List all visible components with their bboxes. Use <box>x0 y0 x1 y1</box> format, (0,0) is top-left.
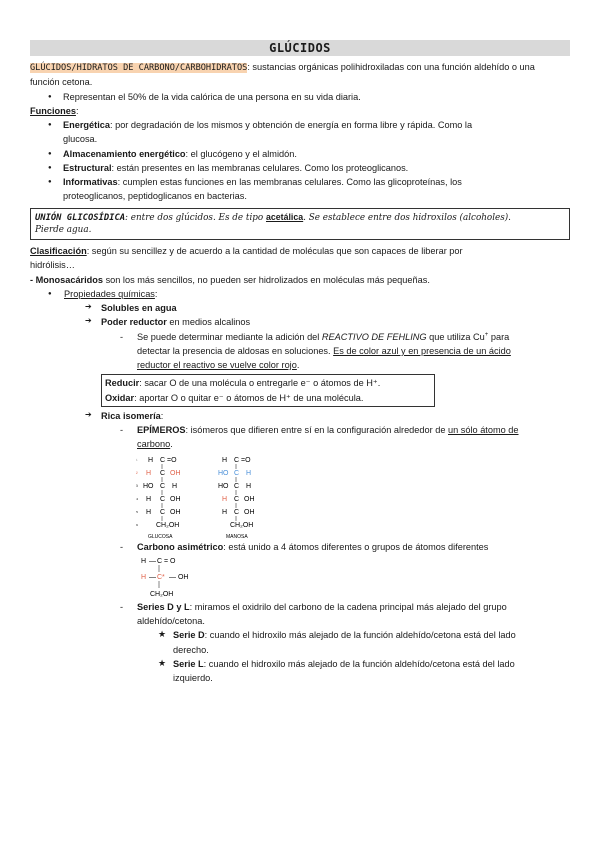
svg-text:CH₂OH: CH₂OH <box>150 590 174 598</box>
svg-text:C: C <box>160 495 166 503</box>
svg-text:C*: C* <box>157 573 165 581</box>
union-text-b: . Se establece entre dos hidroxilos (alcoholes). <box>303 212 511 223</box>
svg-text:C: C <box>234 495 240 503</box>
reducir-oxidar-box <box>101 374 435 407</box>
svg-text:H: H <box>146 495 152 503</box>
svg-text:⁵: ⁵ <box>136 509 139 516</box>
svg-text:H: H <box>246 482 252 490</box>
svg-text:C: C <box>160 508 166 516</box>
union-text-c: Pierde agua. <box>35 225 92 236</box>
epimeros-text: : isómeros que difieren entre sí en la configuración alrededor de <box>185 425 449 436</box>
reducir-text: : sacar O de una molécula o entregarle e⁻ o átomos de H⁺. <box>139 378 381 389</box>
intro-text: : sustancias orgánicas polihidroxiladas con una función aldehído o una <box>247 62 535 72</box>
series-term: Series D y L <box>137 601 190 612</box>
svg-text:⁶: ⁶ <box>136 522 139 529</box>
epimeros-term: EPÍMEROS <box>137 425 186 436</box>
poder-reductor-item <box>30 315 570 329</box>
svg-text:OH: OH <box>170 508 181 516</box>
svg-text:C: C <box>234 456 240 464</box>
solubles-item <box>30 301 570 315</box>
svg-text:H: H <box>141 573 147 581</box>
fehling-underlined: Es de color azul y en presencia de un ácido <box>333 345 511 356</box>
funcion-term: Estructural <box>63 162 112 173</box>
oxidar-text: : aportar O o quitar e⁻ o átomos de H⁺ de una molécula. <box>134 392 364 403</box>
intro-paragraph <box>30 60 570 90</box>
fehling-text-b: que utiliza Cu <box>426 331 485 342</box>
funcion-item <box>30 175 570 204</box>
carbono-asimetrico-item <box>30 540 570 554</box>
series-text-cont: aldehído/cetona. <box>137 616 205 627</box>
funcion-item <box>30 118 570 147</box>
funcion-item <box>30 161 570 175</box>
fehling-reagent: REACTIVO DE FEHLING <box>321 331 427 342</box>
svg-text:C: C <box>234 482 240 490</box>
intro-text-cont: función cetona. <box>30 77 93 88</box>
epimeros-item: - EPÍMEROS: isómeros que difieren entre sí en la configuración alrededor de un sólo átomo de carbono. <box>30 423 570 452</box>
funcion-term: Informativas <box>63 177 118 188</box>
svg-text:CH₂OH: CH₂OH <box>156 521 180 529</box>
fehling-text: Se puede determinar mediante la adición del <box>137 331 322 342</box>
union-keyword: acetálica <box>265 211 304 222</box>
serie-d-item <box>30 628 570 657</box>
svg-text:CH₂OH: CH₂OH <box>230 521 254 529</box>
fehling-text-d: detectar la presencia de aldosas en soluciones. <box>137 345 334 356</box>
svg-text:C: C <box>160 482 166 490</box>
document-page <box>30 40 570 685</box>
funciones-heading: Funciones: <box>30 105 79 116</box>
svg-text:H: H <box>141 557 147 565</box>
svg-text:=O: =O <box>167 456 177 464</box>
monosacaridos-line: - Monosacáridos son los más sencillos, no pueden ser hidrolizados en moléculas más pequeñas. <box>30 274 430 285</box>
union-term: UNIÓN GLICOSÍDICA <box>35 212 126 223</box>
solubles-text: Solubles en agua <box>101 303 177 314</box>
page-title: GLÚCIDOS <box>30 40 570 56</box>
svg-text:⁴: ⁴ <box>136 496 139 503</box>
union-glicosidica-box <box>30 208 570 241</box>
svg-text:—: — <box>149 573 156 581</box>
svg-text:= O: = O <box>164 557 176 565</box>
svg-text:C: C <box>234 508 240 516</box>
isomeria-item: ➔ Rica isomería: <box>30 409 570 423</box>
svg-text:C: C <box>157 557 163 565</box>
funcion-term: Almacenamiento energético <box>63 148 186 159</box>
svg-text:H: H <box>222 456 228 464</box>
epimeros-underlined-2: carbono <box>137 439 171 450</box>
svg-text:—: — <box>149 557 156 565</box>
svg-text:H: H <box>222 495 228 503</box>
clasificacion-text-cont: hidrólisis… <box>30 260 75 271</box>
clasificacion-text: : según su sencillez y de acuerdo a la cantidad de moléculas que son capaces de liberar por <box>86 246 463 257</box>
asim-term: Carbono asimétrico <box>137 541 224 552</box>
funcion-text-cont: glucosa. <box>63 134 98 145</box>
svg-text:²: ² <box>136 470 138 477</box>
funciones-heading-text: Funciones <box>30 105 76 116</box>
series-dl-item <box>30 600 570 629</box>
mono-text: son los más sencillos, no pueden ser hidrolizados en moléculas más pequeñas. <box>103 274 430 285</box>
serie-l-text-cont: izquierdo. <box>173 673 213 684</box>
clasificacion-paragraph <box>30 244 570 273</box>
serie-d-term: Serie D <box>173 630 205 641</box>
svg-text:H: H <box>172 482 178 490</box>
svg-text:OH: OH <box>170 469 181 477</box>
fehling-end: . <box>296 360 300 371</box>
svg-text:=O: =O <box>241 456 251 464</box>
svg-text:OH: OH <box>170 495 181 503</box>
propiedades-heading-text: Propiedades químicas <box>64 288 155 299</box>
asim-text: : está unido a 4 átomos diferentes o grupos de átomos diferentes <box>223 541 489 552</box>
poder-term: Poder reductor <box>101 317 167 328</box>
funcion-text: : por degradación de los mismos y obtención de energía en forma libre y rápida. Como la <box>109 120 473 131</box>
union-text: : entre dos glúcidos. Es de tipo <box>125 212 266 223</box>
svg-text:HO: HO <box>143 482 154 490</box>
glucosa-label: GLUCOSA <box>148 533 173 540</box>
series-text: : miramos el oxidrilo del carbono de la cadena principal más alejado del grupo <box>189 601 507 612</box>
svg-text:H: H <box>246 469 252 477</box>
svg-text:H: H <box>222 508 228 516</box>
svg-text:H: H <box>146 469 152 477</box>
fehling-underlined-2: reductor el reactivo se vuelve color rojo <box>137 360 297 371</box>
propiedades-heading: ● Propiedades químicas: <box>30 287 570 301</box>
svg-text:C: C <box>160 456 166 464</box>
intro-term: GLÚCIDOS/HIDRATOS DE CARBONO/CARBOHIDRATOS <box>30 63 248 73</box>
manosa-formula <box>218 457 255 540</box>
fehling-text-c: para <box>488 331 510 342</box>
fehling-sup: + <box>484 331 489 338</box>
oxidar-term: Oxidar <box>105 392 135 403</box>
funcion-text-cont: proteoglicanos, peptidoglicanos en bacterias. <box>63 191 247 202</box>
funcion-item <box>30 147 570 161</box>
svg-text:C: C <box>234 469 240 477</box>
serie-l-term: Serie L <box>173 658 204 669</box>
carbono-asimetrico-formula <box>137 554 197 600</box>
svg-text:H: H <box>148 456 154 464</box>
serie-d-text: : cuando el hidroxilo más alejado de la función aldehído/cetona está del lado <box>204 630 516 641</box>
svg-text:³: ³ <box>136 483 138 490</box>
svg-text:OH: OH <box>244 495 255 503</box>
poder-text: en medios alcalinos <box>166 317 251 328</box>
clasificacion-term: Clasificación <box>30 246 87 257</box>
mono-term: Monosacáridos <box>35 274 104 285</box>
serie-l-item <box>30 657 570 686</box>
reducir-term: Reducir <box>105 378 140 389</box>
epimeros-underlined: un sólo átomo de <box>448 425 519 436</box>
funcion-text: : el glucógeno y el almidón. <box>185 148 297 159</box>
svg-text:OH: OH <box>244 508 255 516</box>
svg-text:H: H <box>146 508 152 516</box>
glucosa-formula <box>136 457 181 540</box>
funcion-term: Energética <box>63 120 110 131</box>
funcion-text: : cumplen estas funciones en las membranas celulares. Como las glicoproteínas, los <box>117 177 462 188</box>
svg-text:C: C <box>160 469 166 477</box>
svg-text:HO: HO <box>218 469 229 477</box>
intro-bullet: ● Representan el 50% de la vida calórica de una persona en su vida diaria. <box>30 90 570 104</box>
svg-text:— OH: — OH <box>169 573 189 581</box>
svg-text:¹: ¹ <box>136 457 138 464</box>
manosa-label: MANOSA <box>226 533 248 540</box>
serie-l-text: : cuando el hidroxilo más alejado de la función aldehído/cetona está del lado <box>203 658 515 669</box>
funcion-text: : están presentes en las membranas celulares. Como los proteoglicanos. <box>111 162 409 173</box>
isomeria-text: Rica isomería <box>101 410 161 421</box>
epimeros-formulas <box>130 452 330 540</box>
svg-text:HO: HO <box>218 482 229 490</box>
fehling-item <box>30 330 570 373</box>
serie-d-text-cont: derecho. <box>173 644 209 655</box>
